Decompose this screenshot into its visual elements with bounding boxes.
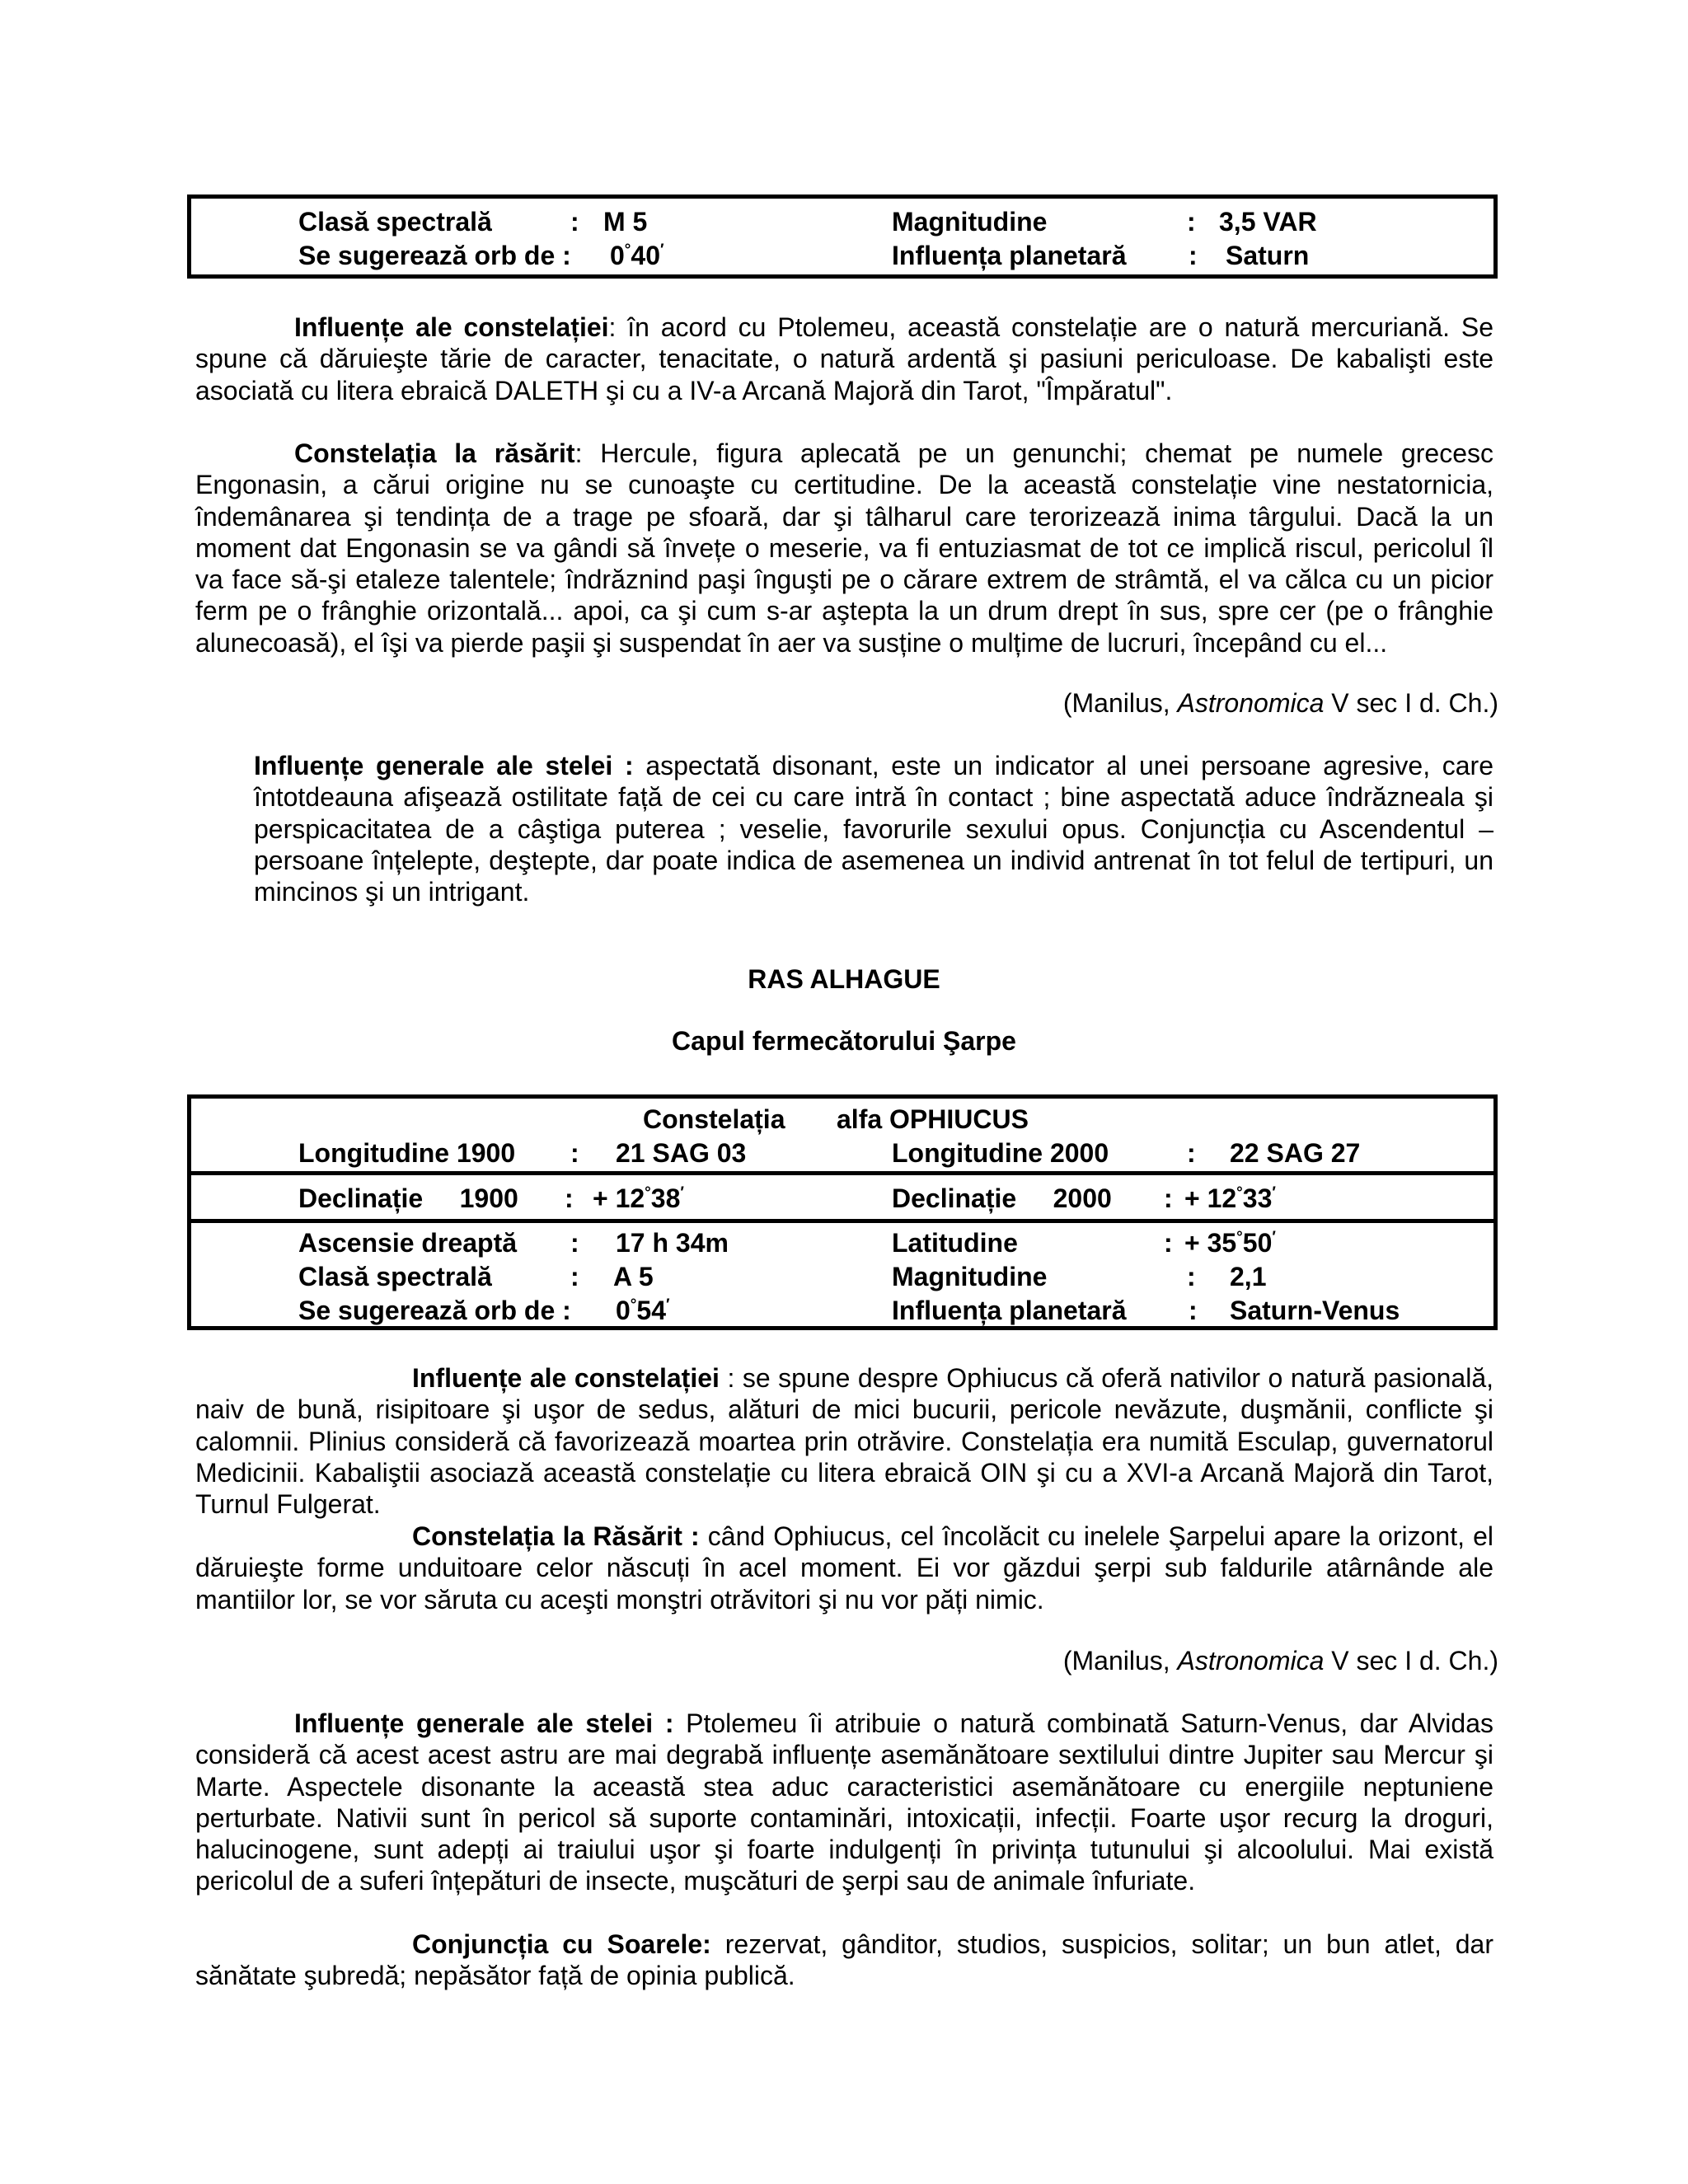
longitude-2000-label: Longitudine 2000 [892, 1138, 1109, 1168]
colon: : [570, 207, 579, 237]
orb-row [191, 1294, 1493, 1327]
citation: (Manilus, Astronomica V sec I d. Ch.) [1062, 1646, 1498, 1675]
colon: : [1187, 1138, 1196, 1168]
planetary-influence-value: Saturn-Venus [1230, 1296, 1400, 1325]
magnitude-label: Magnitudine [892, 207, 1048, 237]
star-name-heading: RAS ALHAGUE [748, 964, 940, 994]
constellation-influences-paragraph: Influențe ale constelației: în acord cu Ptolemeu, această constelație are o natură mercuriană. Se spune că dăruieşte tărie de caracter, tenacitate, o natură ardentă şi pasiuni periculoase. De kabalişti este asociată cu litera ebraică DALETH şi cu a IV-a Arcană Majoră din Tarot, "Împăratul". [195, 312, 1494, 405]
spectral-class-label: Clasă spectrală [298, 207, 492, 237]
orb-label: Se sugerează orb de : [298, 1296, 571, 1325]
constellation-rising-paragraph: Constelația la Răsărit : când Ophiucus, cel încolăcit cu inelele Şarpelui apare la orizont, el dăruieşte forme unduitoare celor născuți în acel moment. Ei vor găzdui şerpi sub faldurile atârnânde ale mantiilor lor, se vor săruta cu aceşti monştri otrăvitori şi nu vor păți nimic. [195, 1521, 1494, 1615]
longitude-1900-value: 21 SAG 03 [616, 1138, 747, 1168]
declination-1900-value: + 12°38′ [593, 1183, 684, 1213]
colon: : [570, 1228, 579, 1258]
general-star-influences-paragraph: Influențe generale ale stelei : Ptolemeu îi atribuie o natură combinată Saturn-Venus, dar Alvidas consideră că acest acest astru are mai degrabă influențe asemănătoare sextilului dintre Jupiter sau Mercur şi Marte. Aspectele disonante la această stea aduc caracteristici asemănătoare cu energiile neptuniene perturbate. Nativii sunt în pericol să suporte contaminări, intoxicații, infecții. Foarte uşor recurg la droguri, halucinogene, sunt adepți ai traiului uşor şi foarte indulgenți în privința tutunului şi alcoolului. Mai există pericolul de a suferi înțepături de insecte, muşcături de şerpi sau de animale înfuriate. [195, 1708, 1493, 1896]
table-divider [191, 1171, 1493, 1175]
constellation-value: alfa OPHIUCUS [837, 1104, 1029, 1134]
longitude-1900-label: Longitudine 1900 [298, 1138, 516, 1168]
orb-value: 0°54′ [616, 1296, 670, 1325]
spectral-class-value: M 5 [603, 207, 648, 237]
planetary-influence-label: Influența planetară [892, 241, 1127, 270]
star-data-table [187, 1094, 1498, 1330]
longitude-2000-value: 22 SAG 27 [1230, 1138, 1361, 1168]
spectral-row [191, 1260, 1493, 1293]
constellation-label: Constelația [643, 1104, 785, 1134]
colon: : [565, 1183, 574, 1213]
table-row [191, 239, 1493, 272]
table-divider [191, 1219, 1493, 1223]
general-star-influences-paragraph: Influențe generale ale stelei : aspectată disonant, este un indicator al unei persoane agresive, care întotdeauna afişează ostilitate față de cei cu care intră în contact ; bine aspectată aduce îndrăzneala şi perspicacitatea de a câştiga puterea ; veselie, favorurile sexului opus. Conjuncția cu Ascendentul – persoane înțelepte, deştepte, dar poate indica de asemenea un individ antrenat în tot felul de tertipuri, un mincinos şi un intrigant. [254, 751, 1494, 907]
constellation-rising-paragraph: Constelația la răsărit: Hercule, figura aplecată pe un genunchi; chemat pe numele grecesc Engonasin, a cărui origine nu se cunoaşte cu certitudine. De la această constelație vine nestatornicia, îndemânarea şi tendința de a trage pe sfoară, dar şi tâlharul care terorizează inima târgului. Dacă la un moment dat Engonasin se va gândi să învețe o meserie, va fi entuziasmat de tot ce implică riscul, pericolul îl va face să-şi etaleze talentele; îndrăznind paşi înguşti pe o cărare extrem de strâmtă, el va călca cu un picior ferm pe o frânghie orizontală... apoi, ca şi cum s-ar aştepta la un drum drept în sus, spre cer (pe o frânghie alunecoasă), el îşi va pierde paşii şi suspendat în aer va susține o mulțime de lucruri, începând cu el... [195, 438, 1494, 658]
colon: : [1189, 241, 1198, 270]
constellation-influences-paragraph: Influențe ale constelației : se spune despre Ophiucus că oferă nativilor o natură pasională, naiv de bună, risipitoare şi uşor de sedus, alături de mici bucurii, pericole nevăzute, duşmănii, conflicte şi calomnii. Plinius consideră că favorizează moartea prin otrăvire. Constelația era numită Esculap, guvernatorul Medicinii. Kabaliştii asociază această constelație cu litera ebraică OIN şi cu a XVI-a Arcană Majoră din Tarot, Turnul Fulgerat. [195, 1363, 1494, 1520]
colon: : [1164, 1228, 1173, 1258]
citation: (Manilus, Astronomica V sec I d. Ch.) [1062, 688, 1498, 718]
declination-2000-value: + 12°33′ [1184, 1183, 1276, 1213]
planetary-influence-value: Saturn [1226, 241, 1310, 270]
declination-row [191, 1182, 1493, 1215]
colon: : [1164, 1183, 1173, 1213]
ascension-row [191, 1226, 1493, 1259]
sun-conjunction-paragraph: Conjuncția cu Soarele: rezervat, gânditor, studios, suspicios, solitar; un bun atlet, dar sănătate şubredă; nepăsător față de opinia publică. [195, 1929, 1494, 1991]
spectral-class-label: Clasă spectrală [298, 1262, 492, 1291]
colon: : [570, 1138, 579, 1168]
spectral-class-value: A 5 [613, 1262, 654, 1291]
latitude-label: Latitudine [892, 1228, 1018, 1258]
right-ascension-label: Ascensie dreaptă [298, 1228, 518, 1258]
latitude-value: + 35°50′ [1184, 1228, 1276, 1258]
colon: : [1189, 1296, 1198, 1325]
planetary-influence-label: Influența planetară [892, 1296, 1127, 1325]
orb-value: 0°40′ [610, 241, 664, 270]
declination-1900-label: Declinație 1900 [298, 1183, 518, 1213]
colon: : [1187, 207, 1196, 237]
constellation-row [191, 1103, 1493, 1136]
orb-label: Se sugerează orb de : [298, 241, 571, 270]
magnitude-value: 2,1 [1230, 1262, 1267, 1291]
top-star-data-table [187, 194, 1498, 279]
declination-2000-label: Declinație 2000 [892, 1183, 1112, 1213]
right-ascension-value: 17 h 34m [616, 1228, 729, 1258]
magnitude-value: 3,5 VAR [1219, 207, 1317, 237]
magnitude-label: Magnitudine [892, 1262, 1048, 1291]
star-subtitle: Capul fermecătorului Şarpe [672, 1026, 1016, 1056]
table-row [191, 205, 1493, 238]
colon: : [570, 1262, 579, 1291]
colon: : [1187, 1262, 1196, 1291]
longitude-row [191, 1137, 1493, 1169]
